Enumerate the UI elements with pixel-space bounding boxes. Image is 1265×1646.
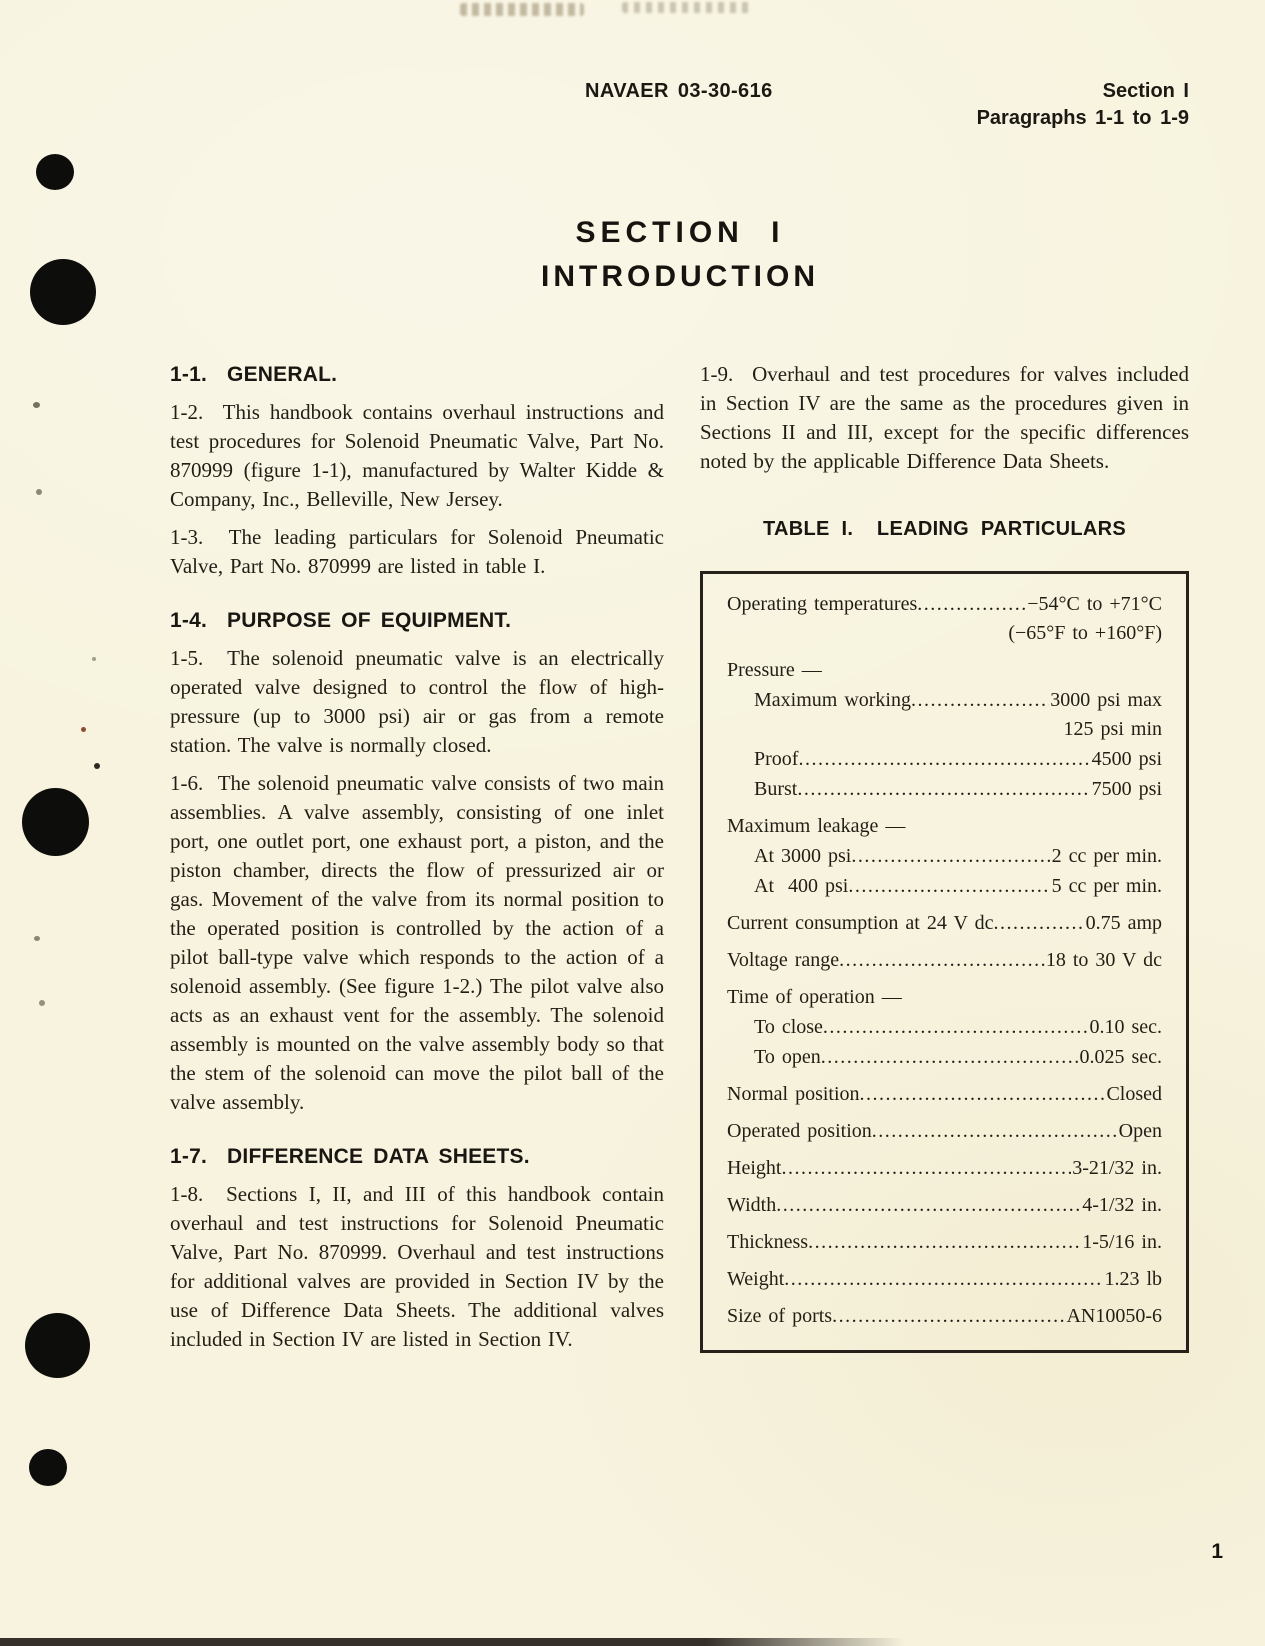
table-row [727,1118,1162,1145]
row-label: Operated position [727,1120,872,1142]
right-column [700,360,1189,1353]
row-value: 1.23 lb [1104,1268,1162,1290]
row-label: Height [727,1157,782,1179]
table-row [727,1266,1162,1293]
dot-leader [851,843,1050,870]
page-number: 1 [1211,1540,1223,1563]
table-row [727,1192,1162,1219]
leading-particulars-table [700,571,1189,1353]
row-value: 0.75 amp [1085,912,1162,934]
dot-leader [823,1014,1089,1041]
row-value: 3-21/32 in. [1072,1157,1162,1179]
paragraph: 1-5. The solenoid pneumatic valve is an electrically operated valve designed to control the flow of high-pressure (up to 3000 psi) air or gas from a remote station. The valve is normally closed. [170,646,664,757]
paper-speck [81,727,86,732]
row-label: Normal position [727,1083,860,1105]
row-value: 4-1/32 in. [1082,1194,1162,1216]
dot-leader [821,1044,1079,1071]
paragraph: 1-2. This handbook contains overhaul instructions and test procedures for Solenoid Pneumatic Valve, Part No. 870999 (figure 1-1), manufactured by Walter Kidde & Company, Inc., Belleville, New Jersey. [170,400,664,511]
row-label: At 3000 psi [754,845,852,867]
row-value: 0.025 sec. [1079,1046,1162,1068]
row-value: 0.10 sec. [1089,1016,1162,1038]
left-column [170,360,664,1363]
table-row [727,1014,1162,1041]
table-row [727,984,1162,1011]
paragraph: 1-9. Overhaul and test procedures for valves included in Section IV are the same as the procedures given in Sections II and III, except for the specific differences noted by the applicable Difference Data Sheets. [700,362,1189,473]
table-row-continuation [727,716,1162,743]
row-value: 125 psi min [1063,718,1162,740]
table-row [727,1155,1162,1182]
document-number: NAVAER 03-30-616 [585,80,773,102]
table-row [727,1044,1162,1071]
dot-leader [993,910,1084,937]
dot-leader [839,947,1045,974]
section-title-line1: SECTION I [575,216,785,249]
paragraph: 1-8. Sections I, II, and III of this handbook contain overhaul and test instructions for Solenoid Pneumatic Valve, Part No. 870999. Overhaul and test instructions for additional valves are provided in Section IV by the use of Difference Data Sheets. The additional valves included in Section IV are listed in Section IV. [170,1182,664,1351]
paragraph: 1-6. The solenoid pneumatic valve consists of two main assemblies. A valve assembly, consisting of one inlet port, one outlet port, one exhaust port, a piston, and the piston chamber, directs the flow of pressurized air or gas. Movement of the valve from its normal position to the operated position is controlled by the action of a pilot ball-type valve which responds to the action of a solenoid assembly. (See figure 1-2.) The pilot valve also acts as an exhaust vent for the assembly. The solenoid assembly is mounted on the valve assembly body so that the stem of the solenoid can move the pilot ball of the valve assembly. [170,771,664,1114]
row-value: 7500 psi [1091,778,1162,800]
ink-smudge [622,2,752,13]
row-label: To open [754,1046,821,1068]
table-row [727,910,1162,937]
row-label: Burst [754,778,798,800]
row-label: Thickness [727,1231,809,1253]
row-label: Maximum leakage — [727,815,906,837]
row-value: 3000 psi max [1050,689,1162,711]
section-reference-line2: Paragraphs 1-1 to 1-9 [976,107,1189,129]
row-value: Closed [1106,1083,1162,1105]
row-label: Current consumption at 24 V dc [727,912,994,934]
row-label: Operating temperatures [727,593,918,615]
table-row [727,1303,1162,1330]
dot-leader [798,746,1090,773]
row-value: (−65°F to +160°F) [1008,622,1162,644]
row-label: Time of operation — [727,986,902,1008]
row-value: 5 cc per min. [1051,875,1162,897]
row-value: −54°C to +71°C [1027,593,1162,615]
scan-edge-shadow [0,1638,905,1646]
row-label: Pressure — [727,659,822,681]
table-row [727,657,1162,684]
dot-leader [911,687,1049,714]
section-reference-line1: Section I [1102,80,1189,102]
section-reference [977,78,1189,132]
punch-hole-mark [30,259,96,325]
section-title [170,216,1190,294]
paper-speck [39,1000,45,1006]
row-value: 4500 psi [1091,748,1162,770]
dot-leader [872,1118,1118,1145]
paper-speck [92,657,96,661]
row-value: 18 to 30 V dc [1045,949,1162,971]
row-label: Width [727,1194,777,1216]
paper-speck [94,763,100,769]
table-row [727,947,1162,974]
dot-leader [860,1081,1106,1108]
ink-smudge [460,3,584,16]
paragraph: 1-3. The leading particulars for Solenoid Pneumatic Valve, Part No. 870999 are listed in table I. [170,525,664,578]
punch-hole-mark [25,1313,90,1378]
dot-leader [781,1155,1071,1182]
row-value: AN10050-6 [1066,1305,1162,1327]
table-row [727,813,1162,840]
row-value: 2 cc per min. [1051,845,1162,867]
right-paragraphs [700,360,1189,476]
section-title-line2: INTRODUCTION [541,260,819,293]
section-heading: 1-4. PURPOSE OF EQUIPMENT. [170,609,512,632]
table-row [727,843,1162,870]
table-row [727,746,1162,773]
row-label: Size of ports [727,1305,833,1327]
dot-leader [776,1192,1081,1219]
row-value: 1-5/16 in. [1082,1231,1162,1253]
row-value: Open [1118,1120,1162,1142]
table-row [727,591,1162,618]
dot-leader [917,591,1026,618]
punch-hole-mark [29,1449,67,1486]
table-row [727,873,1162,900]
dot-leader [808,1229,1081,1256]
table-row [727,776,1162,803]
row-label: Voltage range [727,949,840,971]
dot-leader [832,1303,1065,1330]
dot-leader [848,873,1050,900]
row-label: Weight [727,1268,785,1290]
table-row [727,1229,1162,1256]
paper-speck [36,489,42,495]
section-heading: 1-7. DIFFERENCE DATA SHEETS. [170,1145,530,1168]
row-label: Proof [754,748,799,770]
section-heading: 1-1. GENERAL. [170,363,338,386]
table-title: TABLE I. LEADING PARTICULARS [762,518,1127,540]
table-row [727,687,1162,714]
table-row-continuation [727,620,1162,647]
row-label: To close [754,1016,823,1038]
paper-speck [34,936,40,941]
dot-leader [784,1266,1103,1293]
paper-speck [33,402,40,408]
table-row [727,1081,1162,1108]
dot-leader [797,776,1090,803]
row-label: At 400 psi [754,875,849,897]
punch-hole-mark [22,788,89,856]
punch-hole-mark [36,154,74,190]
row-label: Maximum working [754,689,911,711]
